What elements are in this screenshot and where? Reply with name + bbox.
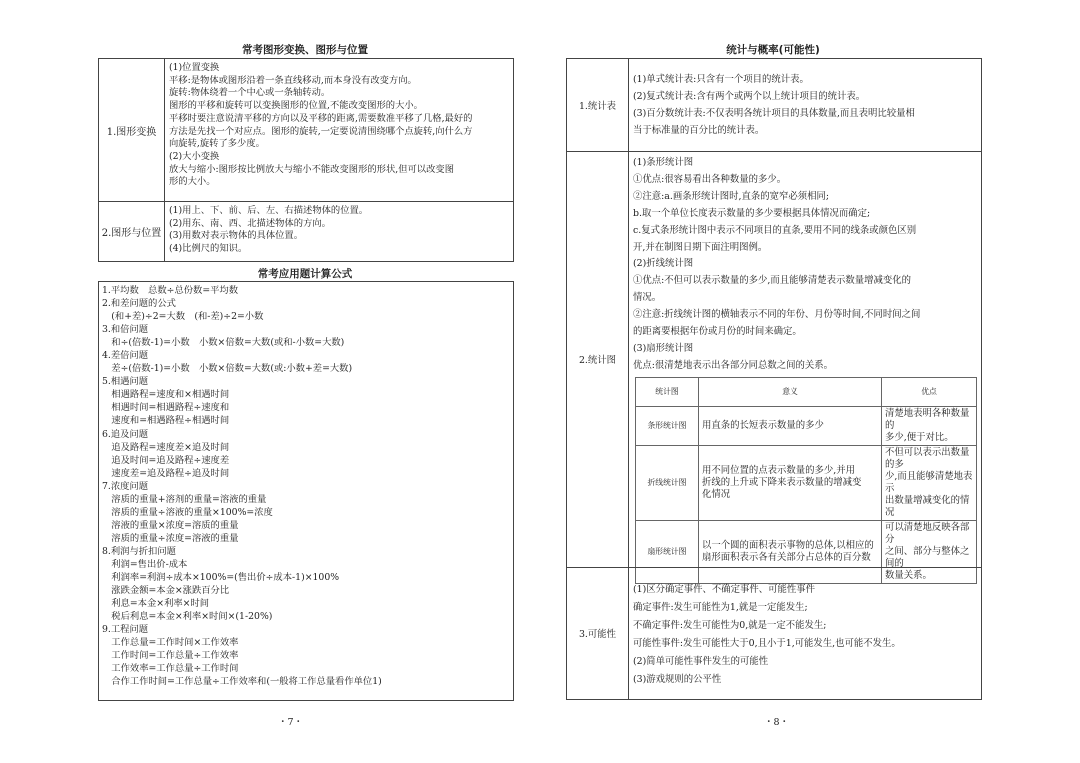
row-divider [567, 151, 981, 152]
cell-line: 用直条的长短表示数量的多少 [702, 420, 824, 431]
text-line: 的距离要根据年份或月份的时间来确定。 [633, 326, 802, 338]
td-meaning [699, 521, 882, 584]
cell-line: 少,而且能够清楚地表示 [885, 471, 973, 494]
td-merit [882, 446, 977, 521]
text-line: (2)简单可能性事件发生的可能性 [633, 656, 769, 667]
text-line: 当于标准量的百分比的统计表。 [633, 125, 765, 136]
text-line: 开,并在制图日期下面注明图例。 [633, 241, 768, 253]
text-line: 工作时间=工作总量÷工作效率 [102, 650, 239, 662]
text-line: (1)条形统计图 [633, 157, 694, 168]
cell-line: 出数量增减变化的情况 [885, 495, 970, 518]
text-line: (1)位置变换 [169, 62, 220, 73]
text-line: 溶质的重量+溶剂的重量=溶液的重量 [102, 493, 267, 505]
cell-line: 用不同位置的点表示数量的多少,并用 [702, 465, 855, 476]
text-line: (2)复式统计表:含有两个或两个以上统计项目的统计表。 [633, 91, 866, 102]
text-line: 确定事件:发生可能性为1,就是一定能发生; [633, 602, 808, 613]
text-line: 8.利润与折扣问题 [102, 545, 176, 557]
td-chart-name: 折线统计图 [636, 446, 699, 521]
cell-line: 之间、部分与整体之间的 [885, 546, 970, 569]
text-line: 税后利息=本金×利率×时间×(1-20%) [102, 611, 273, 623]
row-content-possibility [633, 581, 979, 689]
th-meaning: 意义 [699, 378, 882, 407]
text-line: 相遇时间=相遇路程÷速度和 [102, 402, 230, 414]
text-line: 利息=本金×利率×时间 [102, 598, 210, 610]
text-line: (和+差)÷2=大数 (和-差)÷2=小数 [102, 311, 264, 323]
text-line: (1)区分确定事件、不确定事件、可能性事件 [633, 584, 816, 595]
text-line: 溶质的重量÷浓度=溶液的重量 [102, 532, 239, 544]
text-line: 情况。 [633, 292, 662, 304]
text-line: 溶质的重量÷溶液的重量×100%=浓度 [102, 506, 273, 518]
formula-list [98, 281, 514, 701]
text-line: 3.和倍问题 [102, 324, 149, 336]
text-line: 7.浓度问题 [102, 480, 149, 492]
text-line: 9.工程问题 [102, 624, 149, 636]
text-line: c.复式条形统计图中表示不同项目的直条,要用不同的线条或颜色区别 [633, 224, 917, 236]
cell-line: 折线的上升或下降来表示数量的增减变 [702, 477, 862, 488]
text-line: 速度和=相遇路程÷相遇时间 [102, 415, 230, 427]
td-meaning [699, 407, 882, 446]
row-content-position [169, 205, 511, 256]
text-line: 合作工作时间=工作总量÷工作效率和(一般将工作总量看作单位1) [102, 676, 382, 688]
row-label-stat-table: 1.统计表 [567, 59, 629, 151]
text-line: ①优点:很容易看出各种数量的多少。 [633, 173, 787, 185]
text-line: (1)单式统计表:只含有一个项目的统计表。 [633, 74, 809, 85]
row-label-stat-chart: 2.统计图 [567, 151, 629, 567]
row-content-transform [169, 62, 511, 189]
geometry-table [98, 58, 514, 262]
section-title-formulas: 常考应用题计算公式 [257, 268, 353, 280]
row-label-possibility: 3.可能性 [567, 567, 629, 699]
text-line: b.取一个单位长度表示数量的多少要根据具体情况而确定; [633, 207, 871, 219]
text-line: (2)折线统计图 [633, 258, 694, 270]
text-line: 利润率=利润÷成本×100%=(售出价÷成本-1)×100% [102, 572, 340, 584]
text-line: 向旋转,旋转了多少度。 [169, 138, 265, 150]
text-line: 形的大小。 [169, 176, 216, 188]
statistics-table [566, 58, 982, 700]
text-line: ①优点:不但可以表示数量的多少,而且能够清楚表示数量增减变化的 [633, 275, 912, 287]
cell-line: 数量关系。 [885, 570, 932, 581]
text-line: 旋转:物体绕着一个中心或一条轴转动。 [169, 87, 331, 99]
row-content-stat-table [633, 71, 979, 139]
td-chart-name: 条形统计图 [636, 407, 699, 446]
section-title-geometry: 常考图形变换、图形与位置 [242, 44, 368, 56]
text-line: 工作效率=工作总量÷工作时间 [102, 663, 239, 675]
text-line: (2)大小变换 [169, 150, 220, 162]
text-line: (3)用数对表示物体的具体位置。 [169, 230, 304, 242]
chart-comparison-table [635, 377, 977, 584]
th-merit: 优点 [882, 378, 977, 407]
text-line: 差÷(倍数-1)=小数 小数×倍数=大数(或:小数+差=大数) [102, 363, 353, 375]
th-chart: 统计图 [636, 378, 699, 407]
text-line: (3)游戏规则的公平性 [633, 674, 722, 685]
text-line: 4.差倍问题 [102, 350, 149, 362]
text-line: 放大与缩小:图形按比例放大与缩小不能改变图形的形状,但可以改变图 [169, 163, 454, 175]
text-line: (1)用上、下、前、后、左、右描述物体的位置。 [169, 205, 369, 216]
page-number-7: ・7・ [278, 717, 304, 728]
row-label-position: 2.图形与位置 [99, 201, 165, 261]
text-line: 溶液的重量×浓度=溶质的重量 [102, 519, 239, 531]
text-line: (3)扇形统计图 [633, 342, 694, 354]
row-divider [567, 567, 981, 568]
text-line: 和÷(倍数-1)=小数 小数×倍数=大数(或和-小数=大数) [102, 337, 345, 349]
cell-line: 以一个圆的面积表示事物的总体,以相应的 [702, 540, 874, 551]
text-line: 利润=售出价-成本 [102, 558, 188, 570]
row-content-stat-chart [633, 155, 979, 375]
cell-line: 多少,便于对比。 [885, 432, 954, 443]
text-line: 2.和差问题的公式 [102, 298, 176, 310]
cell-line: 不但可以表示出数量的多 [885, 447, 970, 470]
text-line: ②注意:折线统计图的横轴表示不同的年份、月份等时间,不同时间之间 [633, 309, 921, 321]
td-chart-name: 扇形统计图 [636, 521, 699, 584]
text-line: (2)用东、南、西、北描述物体的方向。 [169, 217, 331, 229]
text-line: 平移时要注意说清平移的方向以及平移的距离,需要数准平移了几格,最好的 [169, 112, 473, 124]
text-line: 5.相遇问题 [102, 376, 149, 388]
text-line: ②注意:a.画条形统计图时,直条的宽窄必须相同; [633, 190, 829, 202]
text-line: 追及路程=速度差×追及时间 [102, 441, 230, 453]
row-label-transform: 1.图形变换 [99, 59, 165, 201]
text-line: 方法是先找一个对应点。图形的旋转,一定要说清围绕哪个点旋转,向什么方 [169, 125, 473, 137]
text-line: 追及时间=追及路程÷速度差 [102, 454, 230, 466]
section-title-statistics: 统计与概率(可能性) [726, 44, 820, 56]
text-line: 优点:很清楚地表示出各部分同总数之间的关系。 [633, 359, 834, 371]
cell-line: 化情况 [702, 489, 731, 500]
text-line: 涨跌金额=本金×涨跌百分比 [102, 585, 230, 597]
text-line: 6.追及问题 [102, 428, 149, 440]
page-number-8: ・8・ [764, 717, 790, 728]
td-merit [882, 407, 977, 446]
cell-line: 扇形面积表示各有关部分占总体的百分数 [702, 552, 871, 563]
text-line: 平移:是物体或图形沿着一条直线移动,而本身没有改变方向。 [169, 74, 417, 86]
text-line: 不确定事件:发生可能性为0,就是一定不能发生; [633, 620, 827, 631]
cell-line: 清楚地表明各种数量的 [885, 408, 970, 431]
text-line: 工作总量=工作时间×工作效率 [102, 637, 239, 649]
text-line: 相遇路程=速度和×相遇时间 [102, 389, 230, 401]
td-merit [882, 521, 977, 584]
text-line: 速度差=追及路程÷追及时间 [102, 467, 230, 479]
text-line: (3)百分数统计表:不仅表明各统计项目的具体数量,而且表明比较量相 [633, 108, 915, 119]
text-line: (4)比例尺的知识。 [169, 243, 248, 255]
td-meaning [699, 446, 882, 521]
text-line: 可能性事件:发生可能性大于0,且小于1,可能发生,也可能不发生。 [633, 638, 901, 649]
text-line: 图形的平移和旋转可以变换图形的位置,不能改变图形的大小。 [169, 100, 423, 112]
cell-line: 可以清楚地反映各部分 [885, 522, 970, 545]
text-line: 1.平均数 总数÷总份数=平均数 [102, 285, 239, 296]
